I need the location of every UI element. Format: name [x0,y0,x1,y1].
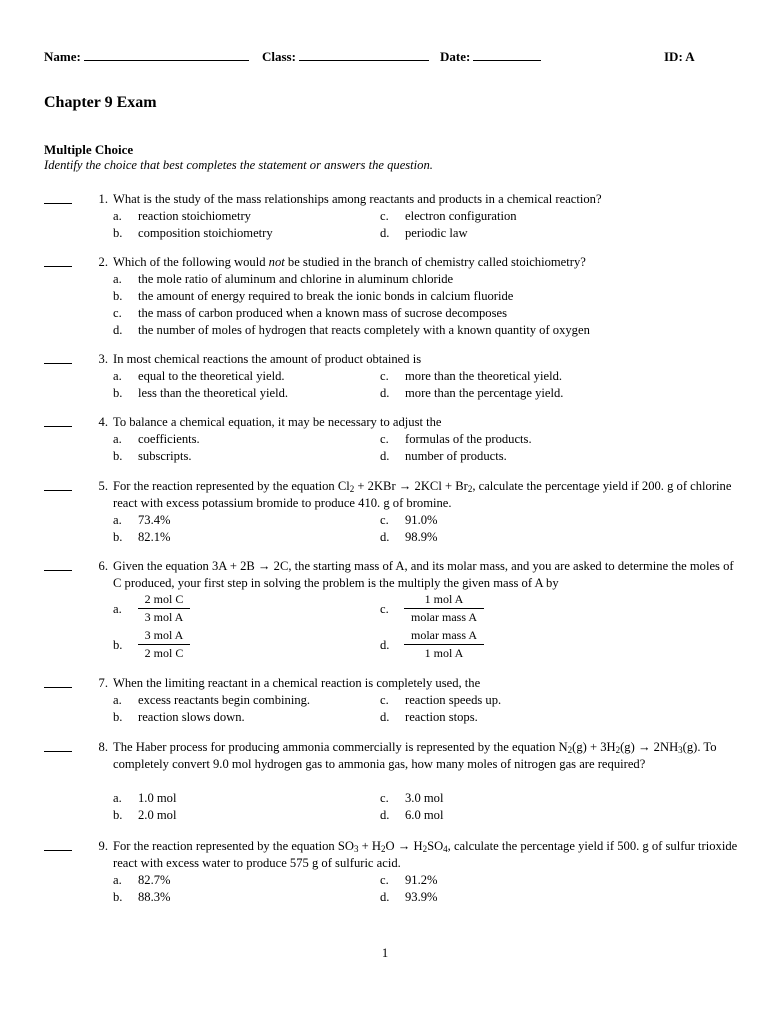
option-b-fraction: 3 mol A 2 mol C [138,628,190,661]
date-blank[interactable] [473,48,541,61]
section-heading: Multiple Choice [44,142,134,157]
question-number: 4. [98,415,108,429]
question-number: 7. [98,676,108,690]
answer-blank[interactable] [44,426,72,427]
name-field [44,48,249,65]
question-number: 9. [98,839,108,853]
question-stem: In most chemical reactions the amount of product obtained is [113,352,422,366]
question-number: 8. [98,740,108,754]
question-stem: The Haber process for producing ammonia commercially is represented by the equation $N_2(g) + 3H_2(g) \to 2NH_3(g)$. To completely convert 9.0 mol hydrogen gas to ammonia gas, how many moles of nitrogen gas are required? [113,740,717,771]
question-stem: Given the equation 3A + 2B → 2C, the starting mass of A, and its molar mass, and you are asked to determine the moles of C produced, your first step in solving the problem is the multiply the given mass of A by [113,559,734,590]
option-d-fraction: molar mass A 1 mol A [404,628,484,661]
exam-id: ID: A [664,49,695,64]
answer-blank[interactable] [44,850,72,851]
question-number: 5. [98,479,108,493]
question-stem: For the reaction represented by the equation $SO_3 + H_2O \to H_2SO_4$, calculate the percentage yield if 500. g of sulfur trioxide react with excess water to produce 575 g of sulfuric acid. [113,839,738,870]
question-7: 7. When the limiting reactant in a chemical reaction is completely used, the a. excess reactants begin combining. b. reaction slows down. c. reaction speeds up. d. reaction stops. [44,675,744,727]
answer-blank[interactable] [44,203,72,204]
date-label: Date: [440,49,471,64]
answer-blank[interactable] [44,363,72,364]
answer-blank[interactable] [44,687,72,688]
question-number: 3. [98,352,108,366]
date-field [440,48,541,65]
question-number: 6. [98,559,108,573]
answer-blank[interactable] [44,570,72,571]
question-5: 5. For the reaction represented by the equation $Cl_2 + 2KBr \to 2KCl + Br_2$, calculate the percentage yield if 200. g of chlorine react with excess potassium bromide to produce 410. g of bromine. a. 73.4% b. 82.1% c. 91.0% d. 98.9% [44,478,744,546]
page-title: Chapter 9 Exam [44,94,157,111]
question-stem: To balance a chemical equation, it may be necessary to adjust the [113,415,442,429]
question-4: 4. To balance a chemical equation, it may be necessary to adjust the a. coefficients. b. subscripts. c. formulas of the products. d. number of products. [44,414,744,466]
section-instructions: Identify the choice that best completes the statement or answers the question. [44,158,433,172]
option-c-fraction: 1 mol A molar mass A [404,592,484,625]
question-6: 6. Given the equation 3A + 2B → 2C, the starting mass of A, and its molar mass, and you are asked to determine the moles of C produced, your first step in solving the problem is the multiply the given mass of A by a. 2 mol C 3 mol A b. 3 mol A 2 mol C c. 1 mol A molar mass A d. molar mass A 1 mol A [44,558,744,662]
answer-blank[interactable] [44,751,72,752]
page-number: 1 [381,946,389,960]
student-info-header [44,48,704,66]
question-2: 2. Which of the following would not be studied in the branch of chemistry called stoichiometry? a. the mole ratio of aluminum and chlorine in aluminum chloride b. the amount of energy required to break the ionic bonds in calcium fluoride c. the mass of carbon produced when a known mass of sucrose decomposes d. the number of moles of hydrogen that reacts completely with a known quantity of oxygen [44,254,744,340]
class-blank[interactable] [299,48,429,61]
class-label: Class: [262,49,296,64]
question-number: 2. [98,255,108,269]
question-stem: When the limiting reactant in a chemical reaction is completely used, the [113,676,481,690]
answer-blank[interactable] [44,490,72,491]
question-9: 9. For the reaction represented by the equation $SO_3 + H_2O \to H_2SO_4$, calculate the percentage yield if 500. g of sulfur trioxide react with excess water to produce 575 g of sulfuric acid. a. 82.7% b. 88.3% c. 91.2% d. 93.9% [44,838,744,906]
question-stem: What is the study of the mass relationships among reactants and products in a chemical reaction? [113,192,602,206]
question-3: 3. In most chemical reactions the amount of product obtained is a. equal to the theoretical yield. b. less than the theoretical yield. c. more than the theoretical yield. d. more than the percentage yield. [44,351,744,403]
answer-blank[interactable] [44,266,72,267]
name-blank[interactable] [84,48,249,61]
question-8: 8. The Haber process for producing ammonia commercially is represented by the equation $N_2(g) + 3H_2(g) \to 2NH_3(g)$. To completely convert 9.0 mol hydrogen gas to ammonia gas, how many moles of nitrogen gas are required? a. 1.0 mol b. 2.0 mol c. 3.0 mol d. 6.0 mol [44,739,744,825]
name-label: Name: [44,49,81,64]
question-stem: Which of the following would not be studied in the branch of chemistry called stoichiometry? [113,255,586,269]
class-field [262,48,429,65]
question-stem: For the reaction represented by the equation $Cl_2 + 2KBr \to 2KCl + Br_2$, calculate the percentage yield if 200. g of chlorine react with excess potassium bromide to produce 410. g of bromine. [113,479,732,510]
option-a-fraction: 2 mol C 3 mol A [138,592,190,625]
question-number: 1. [98,192,108,206]
question-1: 1. What is the study of the mass relationships among reactants and products in a chemical reaction? a. reaction stoichiometry b. composition stoichiometry c. electron configuration d. periodic law [44,191,744,243]
